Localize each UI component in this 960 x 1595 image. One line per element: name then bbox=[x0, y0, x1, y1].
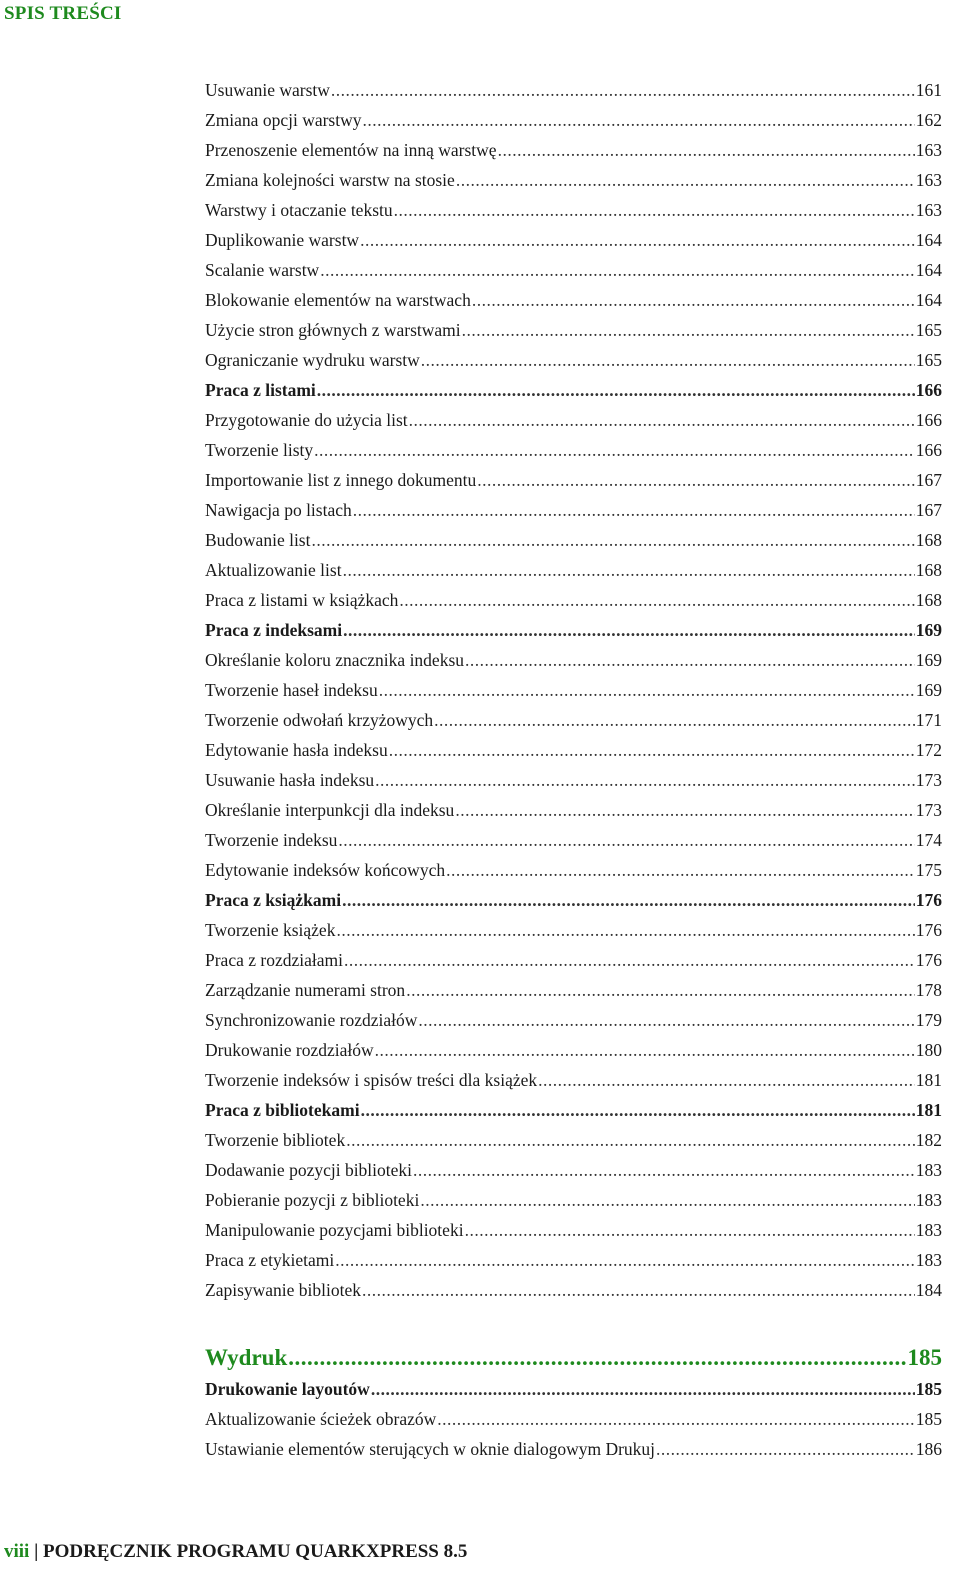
dot-leader bbox=[406, 975, 915, 1005]
dot-leader bbox=[379, 675, 915, 705]
toc-entry[interactable] bbox=[205, 1434, 942, 1464]
dot-leader bbox=[413, 1155, 915, 1185]
toc-entry-page: 181 bbox=[915, 1070, 942, 1090]
toc-entry-page: 163 bbox=[915, 140, 942, 160]
dot-leader bbox=[409, 405, 915, 435]
toc-entry-page: 165 bbox=[915, 320, 942, 340]
toc-entry-title: Synchronizowanie rozdziałów bbox=[205, 1010, 418, 1030]
toc-entry-title: Praca z etykietami bbox=[205, 1250, 335, 1270]
dot-leader bbox=[361, 1095, 915, 1125]
toc-entry-title: Zarządzanie numerami stron bbox=[205, 980, 406, 1000]
toc-entry[interactable] bbox=[205, 1275, 942, 1305]
toc-entry-page: 166 bbox=[915, 440, 942, 460]
toc-entry-title: Tworzenie listy bbox=[205, 440, 314, 460]
toc-section-entry[interactable] bbox=[205, 885, 942, 915]
toc-entry[interactable] bbox=[205, 765, 942, 795]
toc-entry-title: Warstwy i otaczanie tekstu bbox=[205, 200, 393, 220]
toc-entry-page: 185 bbox=[915, 1409, 942, 1429]
toc-entry-page: 166 bbox=[915, 410, 942, 430]
toc-entry-page: 176 bbox=[915, 890, 942, 910]
toc-entry-page: 178 bbox=[915, 980, 942, 1000]
toc-entry-title: Tworzenie bibliotek bbox=[205, 1130, 346, 1150]
toc-entry-title: Użycie stron głównych z warstwami bbox=[205, 320, 461, 340]
toc-entry-title: Tworzenie książek bbox=[205, 920, 336, 940]
footer-separator: | bbox=[34, 1541, 39, 1562]
toc-chapter-title: Wydruk bbox=[205, 1345, 288, 1370]
toc-entry[interactable] bbox=[205, 525, 942, 555]
dot-leader bbox=[446, 855, 915, 885]
toc-section-entry[interactable] bbox=[205, 615, 942, 645]
toc-chapter-page: 185 bbox=[907, 1345, 942, 1370]
toc-entry[interactable] bbox=[205, 705, 942, 735]
toc-entry-title: Praca z książkami bbox=[205, 890, 342, 910]
toc-entry-title: Usuwanie warstw bbox=[205, 80, 330, 100]
dot-leader bbox=[656, 1434, 915, 1464]
toc-section-entry[interactable] bbox=[205, 375, 942, 405]
toc-entry-page: 173 bbox=[915, 800, 942, 820]
toc-entry-title: Praca z listami w książkach bbox=[205, 590, 399, 610]
toc-entry[interactable] bbox=[205, 435, 942, 465]
toc-entry-title: Manipulowanie pozycjami biblioteki bbox=[205, 1220, 464, 1240]
toc-entry[interactable] bbox=[205, 195, 942, 225]
dot-leader bbox=[434, 705, 915, 735]
dot-leader bbox=[360, 225, 915, 255]
toc-entry-page: 180 bbox=[915, 1040, 942, 1060]
dot-leader bbox=[420, 1185, 914, 1215]
dot-leader bbox=[418, 1005, 914, 1035]
toc-entry-page: 183 bbox=[915, 1250, 942, 1270]
toc-entry-title: Praca z bibliotekami bbox=[205, 1100, 360, 1120]
toc-entry[interactable] bbox=[205, 135, 942, 165]
toc-entry-page: 168 bbox=[915, 530, 942, 550]
toc-entry[interactable] bbox=[205, 585, 942, 615]
dot-leader bbox=[472, 285, 915, 315]
toc-entry-page: 163 bbox=[915, 200, 942, 220]
toc-entry-title: Zmiana kolejności warstw na stosie bbox=[205, 170, 455, 190]
toc-entry[interactable] bbox=[205, 225, 942, 255]
toc-entry[interactable] bbox=[205, 1125, 942, 1155]
toc-entry-title: Nawigacja po listach bbox=[205, 500, 352, 520]
toc-entry-title: Aktualizowanie ścieżek obrazów bbox=[205, 1409, 437, 1429]
toc-entry-page: 164 bbox=[915, 290, 942, 310]
toc-entry[interactable] bbox=[205, 1185, 942, 1215]
toc-entry[interactable] bbox=[205, 855, 942, 885]
toc-entry[interactable] bbox=[205, 315, 942, 345]
dot-leader bbox=[477, 465, 915, 495]
toc-entry[interactable] bbox=[205, 1005, 942, 1035]
toc-entry-title: Usuwanie hasła indeksu bbox=[205, 770, 375, 790]
toc-entry-page: 168 bbox=[915, 590, 942, 610]
dot-leader bbox=[389, 735, 915, 765]
dot-leader bbox=[338, 825, 914, 855]
toc-entry[interactable] bbox=[205, 75, 942, 105]
dot-leader bbox=[498, 135, 915, 165]
toc-entry-page: 171 bbox=[915, 710, 942, 730]
dot-leader bbox=[399, 585, 914, 615]
toc-entry-page: 169 bbox=[915, 650, 942, 670]
toc-entry-page: 172 bbox=[915, 740, 942, 760]
dot-leader bbox=[335, 1245, 915, 1275]
toc-entry-title: Określanie koloru znacznika indeksu bbox=[205, 650, 465, 670]
toc-entry-page: 169 bbox=[915, 680, 942, 700]
toc-section-layers-lists-indexes-books-libraries bbox=[205, 75, 942, 1305]
dot-leader bbox=[317, 375, 915, 405]
toc-entry-title: Zapisywanie bibliotek bbox=[205, 1280, 362, 1300]
dot-leader bbox=[462, 315, 915, 345]
toc-entry-title: Praca z indeksami bbox=[205, 620, 343, 640]
page-number: viii bbox=[4, 1541, 30, 1562]
toc-entry-title: Praca z listami bbox=[205, 380, 316, 400]
toc-entry[interactable] bbox=[205, 975, 942, 1005]
toc-entry[interactable] bbox=[205, 735, 942, 765]
dot-leader bbox=[538, 1065, 915, 1095]
toc-entry[interactable] bbox=[205, 1215, 942, 1245]
toc-entry[interactable] bbox=[205, 825, 942, 855]
toc-entry-page: 161 bbox=[915, 80, 942, 100]
toc-entry-title: Blokowanie elementów na warstwach bbox=[205, 290, 471, 310]
toc-entry-page: 165 bbox=[915, 350, 942, 370]
toc-entry-page: 185 bbox=[915, 1379, 942, 1399]
toc-entry-title: Praca z rozdziałami bbox=[205, 950, 343, 970]
toc-entry[interactable] bbox=[205, 165, 942, 195]
dot-leader bbox=[331, 75, 915, 105]
toc-entry-title: Tworzenie odwołań krzyżowych bbox=[205, 710, 434, 730]
dot-leader bbox=[346, 1125, 915, 1155]
toc-entry-page: 186 bbox=[915, 1439, 942, 1459]
toc-entry-page: 183 bbox=[915, 1160, 942, 1180]
dot-leader bbox=[343, 555, 915, 585]
toc-entry-title: Drukowanie layoutów bbox=[205, 1379, 370, 1399]
dot-leader bbox=[344, 945, 915, 975]
toc-entry[interactable] bbox=[205, 675, 942, 705]
dot-leader bbox=[421, 345, 915, 375]
dot-leader bbox=[394, 195, 915, 225]
toc-entry-title: Tworzenie indeksów i spisów treści dla książek bbox=[205, 1070, 538, 1090]
toc-entry-title: Edytowanie indeksów końcowych bbox=[205, 860, 446, 880]
toc-entry-page: 167 bbox=[915, 470, 942, 490]
section-title: SPIS TREŚCI bbox=[4, 3, 122, 24]
toc-entry-title: Aktualizowanie list bbox=[205, 560, 342, 580]
toc-entry-title: Budowanie list bbox=[205, 530, 311, 550]
toc-entry-page: 182 bbox=[915, 1130, 942, 1150]
dot-leader bbox=[465, 1215, 915, 1245]
toc-entry[interactable] bbox=[205, 105, 942, 135]
dot-leader bbox=[465, 645, 915, 675]
dot-leader bbox=[336, 915, 914, 945]
toc-entry-title: Pobieranie pozycji z biblioteki bbox=[205, 1190, 420, 1210]
toc-entry-page: 163 bbox=[915, 170, 942, 190]
dot-leader bbox=[311, 525, 914, 555]
toc-entry-title: Ustawianie elementów sterujących w oknie dialogowym Drukuj bbox=[205, 1439, 656, 1459]
toc-entry-page: 179 bbox=[915, 1010, 942, 1030]
toc-entry-page: 174 bbox=[915, 830, 942, 850]
toc-entry[interactable] bbox=[205, 1245, 942, 1275]
dot-leader bbox=[320, 255, 915, 285]
toc-entry-title: Określanie interpunkcji dla indeksu bbox=[205, 800, 455, 820]
dot-leader bbox=[343, 615, 915, 645]
dot-leader bbox=[437, 1404, 914, 1434]
toc-entry[interactable] bbox=[205, 405, 942, 435]
toc-entry[interactable] bbox=[205, 915, 942, 945]
toc-entry-page: 168 bbox=[915, 560, 942, 580]
toc-entry[interactable] bbox=[205, 645, 942, 675]
toc-entry[interactable] bbox=[205, 285, 942, 315]
dot-leader bbox=[314, 435, 915, 465]
toc-entry-page: 166 bbox=[915, 380, 942, 400]
toc-entry-page: 183 bbox=[915, 1190, 942, 1210]
dot-leader bbox=[455, 795, 914, 825]
toc-entry-title: Dodawanie pozycji biblioteki bbox=[205, 1160, 413, 1180]
toc-entry[interactable] bbox=[205, 465, 942, 495]
toc-entry[interactable] bbox=[205, 1404, 942, 1434]
toc-entry-title: Duplikowanie warstw bbox=[205, 230, 360, 250]
dot-leader bbox=[342, 885, 915, 915]
book-title: PODRĘCZNIK PROGRAMU QUARKXPRESS 8.5 bbox=[43, 1541, 468, 1562]
toc-entry-page: 183 bbox=[915, 1220, 942, 1240]
toc-entry-title: Drukowanie rozdziałów bbox=[205, 1040, 374, 1060]
toc-entry-title: Tworzenie indeksu bbox=[205, 830, 338, 850]
dot-leader bbox=[362, 1275, 915, 1305]
toc-entry-page: 176 bbox=[915, 920, 942, 940]
toc-entry[interactable] bbox=[205, 255, 942, 285]
toc-entry-title: Tworzenie haseł indeksu bbox=[205, 680, 378, 700]
table-of-contents bbox=[205, 75, 942, 1464]
toc-entry-page: 181 bbox=[915, 1100, 942, 1120]
toc-entry[interactable] bbox=[205, 945, 942, 975]
toc-entry-title: Importowanie list z innego dokumentu bbox=[205, 470, 477, 490]
dot-leader bbox=[288, 1342, 906, 1374]
toc-entry-title: Przenoszenie elementów na inną warstwę bbox=[205, 140, 497, 160]
toc-entry-title: Scalanie warstw bbox=[205, 260, 320, 280]
page-footer bbox=[4, 1541, 467, 1563]
toc-entry-title: Przygotowanie do użycia list bbox=[205, 410, 408, 430]
toc-entry-page: 162 bbox=[915, 110, 942, 130]
toc-entry[interactable] bbox=[205, 555, 942, 585]
toc-entry[interactable] bbox=[205, 1035, 942, 1065]
toc-section-entry[interactable] bbox=[205, 1095, 942, 1125]
dot-leader bbox=[362, 105, 914, 135]
toc-entry[interactable] bbox=[205, 345, 942, 375]
toc-entry-page: 164 bbox=[915, 230, 942, 250]
toc-chapter-entry[interactable] bbox=[205, 1342, 942, 1374]
toc-section-printing bbox=[205, 1374, 942, 1464]
dot-leader bbox=[375, 1035, 915, 1065]
toc-entry-page: 167 bbox=[915, 500, 942, 520]
toc-entry-page: 169 bbox=[915, 620, 942, 640]
toc-entry-page: 175 bbox=[915, 860, 942, 880]
dot-leader bbox=[456, 165, 915, 195]
toc-entry[interactable] bbox=[205, 495, 942, 525]
toc-entry-title: Ograniczanie wydruku warstw bbox=[205, 350, 420, 370]
dot-leader bbox=[353, 495, 915, 525]
toc-entry-page: 164 bbox=[915, 260, 942, 280]
toc-entry[interactable] bbox=[205, 795, 942, 825]
toc-entry[interactable] bbox=[205, 1155, 942, 1185]
dot-leader bbox=[375, 765, 915, 795]
dot-leader bbox=[371, 1374, 915, 1404]
toc-entry-page: 184 bbox=[915, 1280, 942, 1300]
toc-entry-page: 176 bbox=[915, 950, 942, 970]
toc-section-entry[interactable] bbox=[205, 1374, 942, 1404]
toc-entry[interactable] bbox=[205, 1065, 942, 1095]
toc-entry-title: Edytowanie hasła indeksu bbox=[205, 740, 388, 760]
toc-entry-title: Zmiana opcji warstwy bbox=[205, 110, 362, 130]
toc-entry-page: 173 bbox=[915, 770, 942, 790]
